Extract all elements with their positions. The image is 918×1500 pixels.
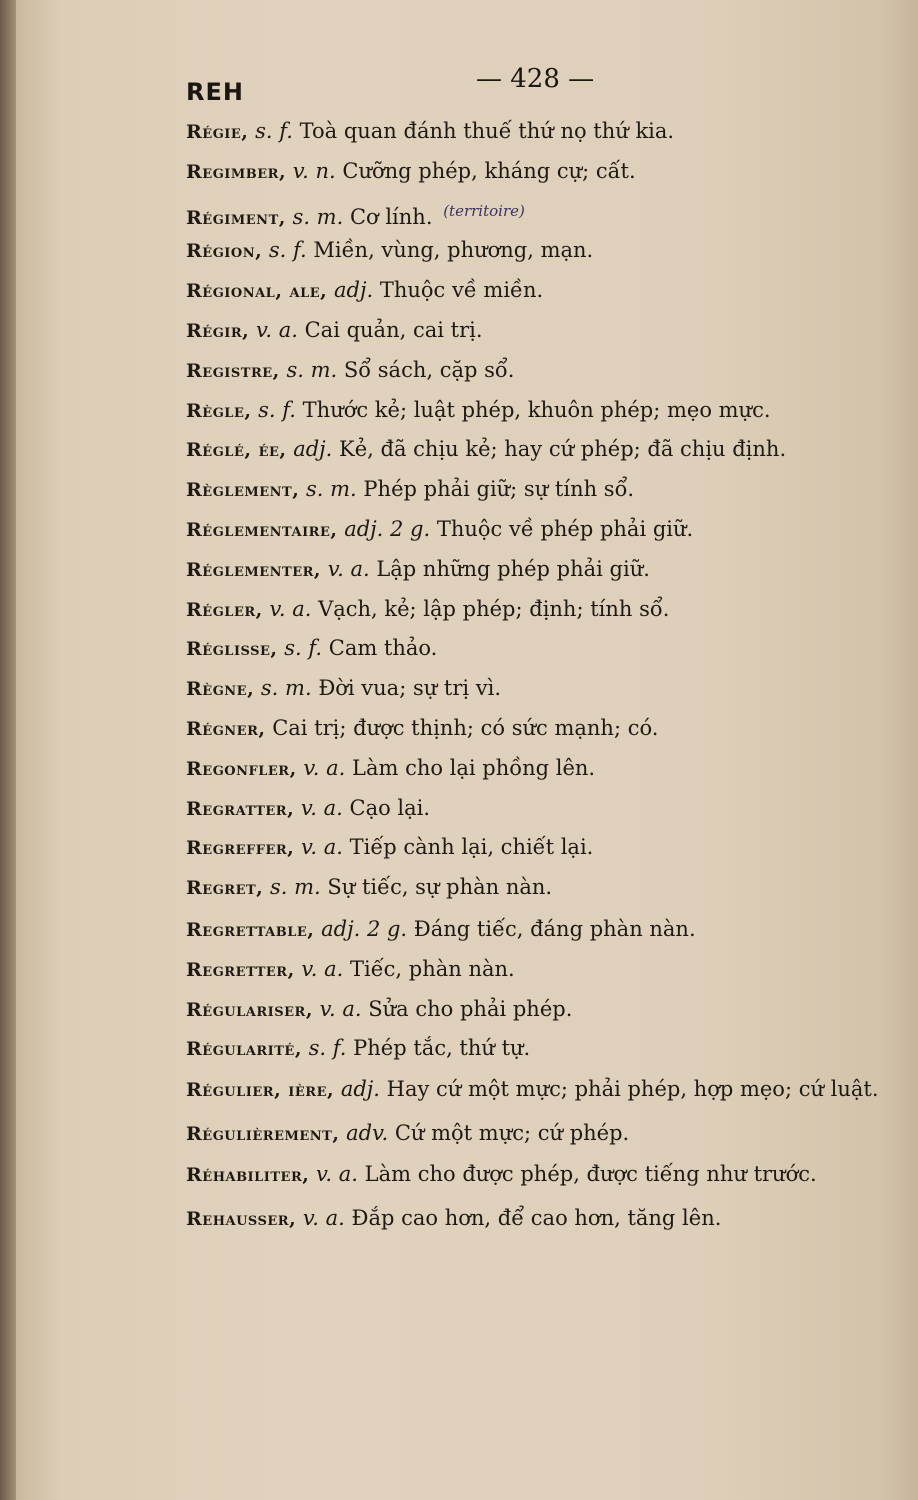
entry-grammar: s. f. [284,636,323,661]
entry-definition: Cưỡng phép, kháng cự; cất. [342,158,636,183]
entry-definition: Cạo lại. [349,795,431,820]
entry-headword: Regretter, [186,958,295,981]
entry-grammar: s. m. [260,676,312,701]
entry-headword: Région, [186,240,263,263]
dictionary-entry [186,470,886,510]
dictionary-entry [186,311,886,351]
entry-definition: Làm cho được phép, được tiếng như trước. [364,1161,817,1186]
dictionary-entry [186,669,886,709]
entry-grammar: v. a. [256,317,298,342]
entry-definition: Tiếp cành lại, chiết lại. [349,835,594,860]
entry-definition: Đáng tiếc, đáng phàn nàn. [413,916,696,941]
entry-headword: Règlement, [186,479,300,502]
entry-grammar: adj. [333,278,374,303]
dictionary-entry [186,1029,886,1069]
entry-headword: Régional, ale, [186,280,328,303]
entry-headword: Régulariser, [186,998,313,1021]
entry-headword: Regret, [186,877,264,900]
entry-headword: Regonfler, [186,757,297,780]
entry-definition: Tiếc, phàn nàn. [350,956,515,981]
entry-grammar: v. n. [292,158,336,183]
dictionary-entry [186,868,886,908]
entry-grammar: s. f. [268,238,307,263]
entry-headword: Régir, [186,319,250,342]
dictionary-entry [186,1069,886,1110]
entry-grammar: v. a. [269,596,312,621]
entry-grammar: adj. [340,1077,380,1102]
entry-definition: Phép tắc, thứ tự. [353,1036,531,1061]
entry-grammar: v. a. [302,1205,345,1230]
entry-grammar: s. f. [308,1036,347,1061]
dictionary-entry [186,749,886,789]
entry-definition: Cơ lính. [349,204,433,229]
entry-definition: Thuộc về miền. [379,278,544,303]
dictionary-entry [186,430,886,470]
entry-headword: Réhabiliter, [186,1163,310,1186]
entry-definition: Thước kẻ; luật phép, khuôn phép; mẹo mực. [302,397,771,422]
entry-definition: Lập những phép phải giữ. [376,556,650,581]
entry-definition: Phép phải giữ; sự tính sổ. [363,477,635,502]
entry-definition: Toà quan đánh thuế thứ nọ thứ kia. [299,119,675,143]
entry-headword: Régularité, [186,1038,302,1061]
entry-definition: Vạch, kẻ; lập phép; định; tính sổ. [318,596,670,621]
entry-definition: Sự tiếc, sự phàn nàn. [327,875,553,900]
entry-grammar: adj. 2 g. [321,916,408,941]
entry-definition: Đắp cao hơn, để cao hơn, tăng lên. [351,1205,722,1230]
entry-headword: Régler, [186,598,263,621]
entry-grammar: v. a. [319,996,362,1021]
entry-list [186,112,886,1239]
entry-headword: Régner, [186,717,266,740]
entry-definition: Cai quản, cai trị. [304,317,483,342]
entry-definition: Thuộc về phép phải giữ. [436,516,694,541]
dictionary-entry [186,590,886,630]
entry-headword: Réglisse, [186,638,278,661]
dictionary-entry [186,1114,886,1154]
entry-headword: Rehausser, [186,1207,297,1230]
dictionary-entry [186,1154,886,1195]
entry-grammar: v. a. [301,835,343,860]
dictionary-entry [186,950,886,990]
entry-headword: Regimber, [186,160,287,183]
page-number: — 428 — [476,64,595,94]
entry-grammar: adj. [293,437,333,462]
entry-headword: Réglementer, [186,558,322,581]
handwritten-annotation: (territoire) [443,201,525,220]
dictionary-entry [186,112,886,152]
entry-grammar: adj. 2 g. [344,516,431,541]
dictionary-entry [186,271,886,311]
entry-headword: Règle, [186,399,252,422]
dictionary-entry [186,789,886,829]
entry-headword: Règne, [186,678,255,701]
running-head-word: REH [186,78,244,106]
entry-definition: Miền, vùng, phương, mạn. [313,238,594,263]
entry-headword: Regreffer, [186,837,295,860]
entry-definition: Kẻ, đã chịu kẻ; hay cứ phép; đã chịu định. [339,437,787,462]
entry-definition: Cứ một mực; cứ phép. [394,1121,630,1146]
entry-grammar: v. a. [301,956,344,981]
dictionary-entry [186,391,886,431]
entry-grammar: s. f. [258,397,296,422]
entry-grammar: s. m. [306,477,357,502]
entry-grammar: v. a. [316,1161,358,1186]
book-binding-edge [0,0,16,1500]
entry-grammar: v. a. [300,795,343,820]
entry-headword: Régie, [186,121,249,143]
entry-grammar: s. m. [292,204,344,229]
dictionary-entry [186,629,886,669]
entry-definition: Làm cho lại phồng lên. [352,755,596,780]
entry-definition: Cam thảo. [328,636,438,661]
entry-grammar: adv. [346,1121,389,1146]
entry-headword: Regrettable, [186,918,315,941]
entry-definition: Đời vua; sự trị vì. [318,676,502,701]
entry-grammar: s. f. [255,119,293,143]
entry-grammar: s. m. [270,875,321,900]
entry-headword: Réglementaire, [186,518,338,541]
entry-definition: Sửa cho phải phép. [368,996,573,1021]
dictionary-entry [186,510,886,550]
entry-headword: Régiment, [186,206,286,229]
dictionary-entry [186,351,886,391]
entry-definition: Sổ sách, cặp sổ. [343,357,515,382]
dictionary-entry [186,828,886,868]
entry-headword: Registre, [186,359,280,382]
dictionary-entry [186,231,886,271]
entry-grammar: s. m. [286,357,338,382]
entry-grammar: v. a. [303,755,346,780]
dictionary-entry [186,990,886,1030]
entry-headword: Regratter, [186,797,295,820]
dictionary-entry [186,910,886,950]
dictionary-entry [186,709,886,749]
entry-definition: Cai trị; được thịnh; có sức mạnh; có. [272,715,659,740]
entry-headword: Réglé, ée, [186,439,287,462]
entry-headword: Régulièrement, [186,1123,340,1146]
dictionary-entry [186,192,886,232]
dictionary-entry [186,550,886,590]
entry-headword: Régulier, ière, [186,1079,335,1102]
dictionary-entry [186,1199,886,1239]
dictionary-entry [186,152,886,192]
entry-definition: Hay cứ một mực; phải phép, hợp mẹo; cứ luật. [386,1077,879,1102]
entry-grammar: v. a. [327,556,370,581]
